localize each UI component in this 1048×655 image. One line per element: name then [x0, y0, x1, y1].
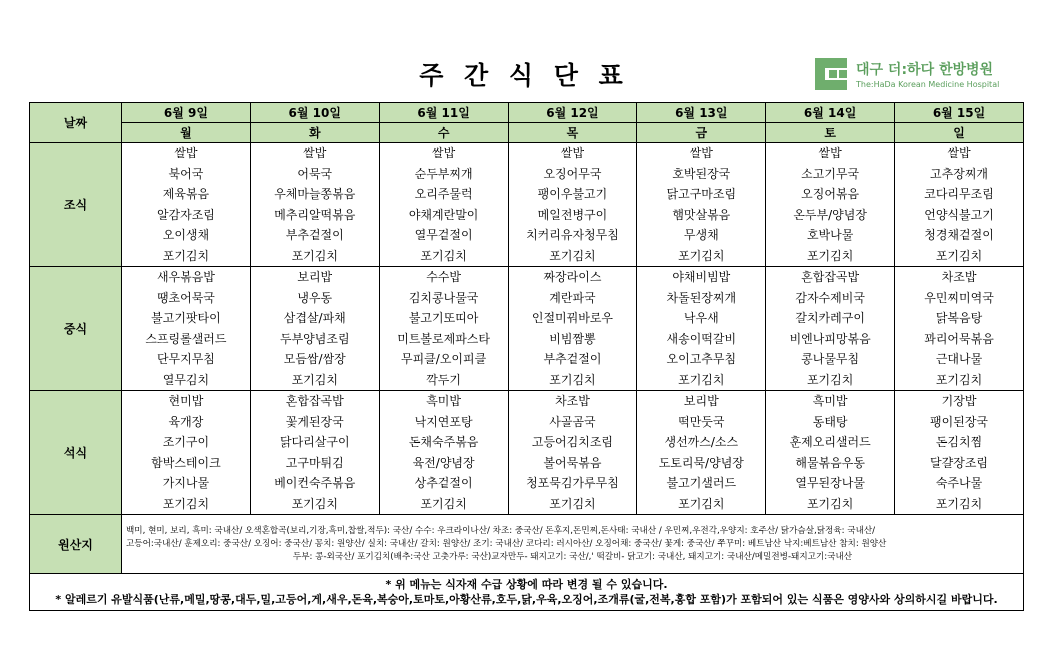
- menu-item: 청포묵김가루무침: [526, 476, 619, 490]
- menu-item: 비엔나피망볶음: [789, 331, 871, 346]
- hospital-name: 대구 더:하다 한방병원: [856, 62, 994, 78]
- menu-item: 호박된장국: [672, 166, 731, 181]
- menu-item: 육전/양념장: [412, 455, 475, 470]
- menu-item: 현미밥: [168, 394, 204, 408]
- breakfast-menu-cell: [508, 143, 637, 267]
- day-weekday: 일: [895, 123, 1024, 143]
- menu-item: 포기김치: [549, 496, 596, 511]
- menu-item: 닭복음탕: [935, 311, 983, 325]
- lunch-menu-cell: [379, 267, 508, 391]
- lunch-menu-cell: [250, 267, 379, 391]
- menu-item: 근대나물: [935, 352, 983, 366]
- menu-item: 부추겉절이: [543, 352, 602, 366]
- date-row-label: 날짜: [30, 103, 122, 143]
- menu-item: 훈제오리샐러드: [789, 435, 871, 449]
- menu-item: 오리주물럭: [414, 187, 473, 201]
- dinner-menu-cell: [122, 391, 251, 515]
- menu-item: 계란파국: [549, 290, 596, 305]
- notice-line: * 알레르기 유발식품(난류,메밀,땅콩,대두,밀,고등어,게,새우,돈육,복숭아,토마토,아황산류,호두,닭,우육,오징어,조개류(굴,전복,홍합 포함)가 포함되어 있는 식품은 영양사와 상의하시길 바랍니다.: [55, 593, 998, 606]
- breakfast-menu-cell: [250, 143, 379, 267]
- menu-item: 쌀밥: [560, 146, 585, 160]
- menu-item: 쌀밥: [689, 146, 713, 160]
- breakfast-menu-cell: [637, 143, 766, 267]
- menu-item: 언양식불고기: [924, 207, 994, 222]
- menu-item: 열무겉절이: [414, 228, 473, 242]
- menu-item: 포기김치: [678, 496, 725, 511]
- dinner-menu-cell: [637, 391, 766, 515]
- menu-item: 포기김치: [420, 248, 467, 263]
- menu-item: 우민찌미역국: [924, 290, 994, 305]
- menu-item: 포기김치: [162, 248, 210, 263]
- menu-item: 가지나물: [162, 476, 210, 490]
- menu-item: 볼어묵볶음: [543, 455, 602, 470]
- menu-item: 차조밥: [555, 394, 590, 408]
- menu-item: 두부양념조림: [279, 331, 350, 346]
- menu-item: 포기김치: [935, 248, 983, 263]
- menu-item: 불고기팟타이: [151, 311, 221, 325]
- menu-item: 팽이우불고기: [537, 187, 608, 201]
- menu-item: 쌀밥: [174, 146, 198, 160]
- menu-item: 메일전병구이: [537, 207, 608, 222]
- menu-item: 미트볼로제파스타: [397, 331, 490, 346]
- breakfast-row-label: 조식: [30, 143, 122, 267]
- menu-item: 고구마튀김: [285, 455, 344, 470]
- hospital-name-en: The:HaDa Korean Medicine Hospital: [856, 80, 1000, 89]
- origin-line: 백미, 현미, 보리, 흑미: 국내산/ 오색혼합곡(보리,기장,흑미,찹쌀,적두): 국산/ 수수: 우크라이나산/ 차조: 중국산/ 돈후지,돈민찌,돈사태: 국내산 / 우민찌,우전각,우양지: 호주산/ 닭가슴살,닭정육: 국내산/: [126, 525, 876, 536]
- lunch-row-label: 중식: [30, 267, 122, 391]
- menu-item: 쌀밥: [947, 146, 971, 160]
- origin-row-label: 원산지: [30, 515, 122, 574]
- dinner-menu-cell: [508, 391, 637, 515]
- day-weekday: 수: [379, 123, 508, 143]
- menu-item: 베이컨숙주볶음: [274, 476, 356, 490]
- menu-item: 감자수제비국: [795, 290, 865, 305]
- lunch-menu-cell: [508, 267, 637, 391]
- menu-item: 조기구이: [162, 435, 210, 449]
- menu-item: 고등어김치조림: [531, 435, 614, 449]
- day-weekday: 목: [508, 123, 637, 143]
- menu-item: 닭고구마조림: [666, 187, 737, 201]
- menu-item: 야채비빔밥: [672, 270, 731, 284]
- menu-item: 호박나물: [806, 228, 854, 242]
- menu-item: 낙지연포탕: [414, 414, 473, 429]
- day-weekday: 화: [250, 123, 379, 143]
- menu-item: 포기김치: [806, 248, 854, 263]
- lunch-menu-cell: [637, 267, 766, 391]
- menu-item: 쌀밥: [818, 146, 842, 160]
- menu-item: 청경채겉절이: [924, 228, 994, 242]
- menu-item: 냉우동: [297, 290, 333, 305]
- menu-item: 순두부찌개: [414, 166, 473, 181]
- dinner-row-label: 석식: [30, 391, 122, 515]
- menu-item: 포기김치: [806, 496, 854, 511]
- menu-item: 오이생채: [162, 228, 210, 242]
- hospital-logo-icon: [815, 58, 847, 90]
- menu-item: 포기김치: [162, 496, 210, 511]
- menu-item: 햄맛살볶음: [672, 207, 731, 222]
- breakfast-menu-cell: [766, 143, 895, 267]
- menu-item: 떡만둣국: [678, 414, 725, 429]
- menu-item: 팽이된장국: [930, 414, 989, 429]
- menu-item: 열무된장나물: [795, 476, 865, 490]
- menu-item: 달걀장조림: [930, 455, 989, 470]
- menu-item: 닭다리살구이: [279, 435, 350, 449]
- menu-item: 코다리무조림: [924, 187, 994, 201]
- menu-item: 콩나물무침: [801, 352, 860, 366]
- menu-item: 해물볶음우동: [795, 455, 865, 470]
- menu-item: 돈채숙주볶음: [408, 435, 479, 449]
- menu-item: 북어국: [168, 166, 204, 181]
- menu-item: 포기김치: [806, 372, 854, 387]
- menu-item: 포기김치: [678, 372, 725, 387]
- menu-item: 사골곰국: [549, 414, 596, 429]
- menu-item: 포기김치: [935, 372, 983, 387]
- menu-item: 소고기무국: [801, 166, 860, 181]
- menu-item: 새송이떡갈비: [666, 331, 737, 346]
- notice-box: [30, 574, 1024, 611]
- menu-item: 포기김치: [935, 496, 983, 511]
- menu-item: 꽃게된장국: [285, 414, 344, 429]
- menu-item: 혼합잡곡밥: [285, 394, 344, 408]
- lunch-menu-cell: [895, 267, 1024, 391]
- menu-item: 흑미밥: [426, 394, 461, 408]
- menu-item: 차조밥: [941, 270, 977, 284]
- menu-item: 보리밥: [683, 394, 719, 408]
- day-weekday: 월: [122, 123, 251, 143]
- menu-item: 혼합잡곡밥: [801, 270, 860, 284]
- breakfast-menu-cell: [122, 143, 251, 267]
- day-date: 6월 9일: [122, 103, 251, 123]
- page-title: 주 간 식 단 표: [419, 61, 629, 90]
- day-date: 6월 14일: [766, 103, 895, 123]
- weekly-menu-table: [29, 102, 1024, 611]
- menu-item: 쌀밥: [303, 146, 327, 160]
- menu-item: 우체마늘쫑볶음: [274, 187, 356, 201]
- dinner-menu-cell: [250, 391, 379, 515]
- dinner-menu-cell: [766, 391, 895, 515]
- menu-item: 온두부/양념장: [793, 207, 867, 222]
- menu-item: 단무지무침: [156, 352, 215, 366]
- hospital-logo: [815, 58, 1035, 94]
- breakfast-menu-cell: [379, 143, 508, 267]
- menu-item: 상추겉절이: [414, 476, 473, 490]
- menu-item: 불고기또띠아: [408, 311, 479, 325]
- menu-item: 포기김치: [291, 248, 338, 263]
- menu-item: 포기김치: [549, 372, 596, 387]
- menu-item: 야채계란말이: [408, 207, 479, 222]
- menu-item: 갈치카레구이: [795, 311, 865, 325]
- menu-item: 포기김치: [291, 372, 338, 387]
- menu-item: 숙주나물: [935, 476, 983, 490]
- menu-item: 부추겉절이: [285, 228, 344, 242]
- menu-item: 스프링롤샐러드: [145, 331, 227, 346]
- menu-item: 기장밥: [941, 394, 977, 408]
- menu-item: 무생채: [683, 228, 719, 242]
- menu-item: 치커리유자청무침: [526, 228, 619, 242]
- menu-item: 무피클/오이피클: [401, 352, 487, 366]
- menu-item: 낙우새: [683, 311, 719, 325]
- menu-item: 육개장: [168, 414, 204, 429]
- dinner-menu-cell: [895, 391, 1024, 515]
- menu-item: 짜장라이스: [543, 270, 602, 284]
- menu-item: 함박스테이크: [151, 455, 221, 470]
- menu-item: 포기김치: [420, 496, 467, 511]
- menu-item: 수수밥: [426, 270, 461, 284]
- menu-item: 흑미밥: [812, 394, 848, 408]
- menu-item: 새우볶음밥: [156, 270, 215, 284]
- origin-info: [122, 515, 1024, 574]
- menu-item: 김치콩나물국: [408, 290, 479, 305]
- origin-line: 두부: 콩-외국산/ 포기김치(배추:국산 고춧가루: 국산)교자만두- 돼지고기: 국산/,' 떡갈비- 닭고기: 국내산, 돼지고기: 국내산/메밀전병-돼지고기:국내산: [292, 551, 853, 562]
- menu-item: 차돌된장찌개: [666, 290, 737, 305]
- breakfast-menu-cell: [895, 143, 1024, 267]
- day-date: 6월 13일: [637, 103, 766, 123]
- menu-item: 메추리알떡볶음: [274, 207, 356, 222]
- menu-item: 보리밥: [297, 270, 333, 284]
- menu-item: 고추장찌개: [930, 166, 989, 181]
- menu-item: 제육볶음: [162, 187, 210, 201]
- menu-item: 생선까스/소스: [664, 435, 739, 449]
- lunch-menu-cell: [766, 267, 895, 391]
- menu-item: 삼겹살/파채: [283, 311, 346, 325]
- day-date: 6월 11일: [379, 103, 508, 123]
- notice-line: * 위 메뉴는 식자재 수급 상황에 따라 변경 될 수 있습니다.: [385, 578, 668, 591]
- menu-item: 깍두기: [426, 372, 461, 387]
- origin-line: 고등어:국내산/ 훈제오리: 중국산/ 오징어: 중국산/ 꽁치: 원양산/ 실치: 국내산/ 갈치: 원양산/ 조기: 국내산/ 코다리: 러시아산/ 오징어채: 중국산/ 꽃게: 중국산/ 쭈꾸미: 베트남산 낙지:베트남산 참치: 원양산: [126, 538, 887, 549]
- dinner-menu-cell: [379, 391, 508, 515]
- day-date: 6월 12일: [508, 103, 637, 123]
- day-date: 6월 15일: [895, 103, 1024, 123]
- menu-item: 인절미꿔바로우: [531, 311, 614, 325]
- menu-item: 포기김치: [549, 248, 596, 263]
- menu-item: 꽈리어묵볶음: [924, 331, 994, 346]
- menu-item: 오징어볶음: [801, 187, 860, 201]
- menu-item: 모듬쌈/쌈장: [283, 352, 346, 366]
- menu-item: 포기김치: [678, 248, 725, 263]
- menu-item: 오징어무국: [543, 166, 602, 181]
- menu-item: 쌀밥: [432, 146, 456, 160]
- menu-item: 포기김치: [291, 496, 338, 511]
- menu-item: 땡초어묵국: [156, 290, 215, 305]
- menu-item: 열무김치: [162, 372, 210, 387]
- day-weekday: 금: [637, 123, 766, 143]
- menu-item: 불고기샐러드: [666, 476, 737, 490]
- day-weekday: 토: [766, 123, 895, 143]
- lunch-menu-cell: [122, 267, 251, 391]
- menu-item: 비빔짬뽕: [549, 331, 596, 346]
- menu-item: 도토리묵/양념장: [658, 455, 744, 470]
- day-date: 6월 10일: [250, 103, 379, 123]
- menu-item: 알감자조림: [156, 207, 215, 222]
- menu-item: 돈김치찜: [935, 435, 983, 449]
- menu-item: 오이고추무침: [666, 352, 737, 366]
- menu-item: 동태탕: [812, 414, 848, 429]
- menu-item: 어묵국: [297, 166, 333, 181]
